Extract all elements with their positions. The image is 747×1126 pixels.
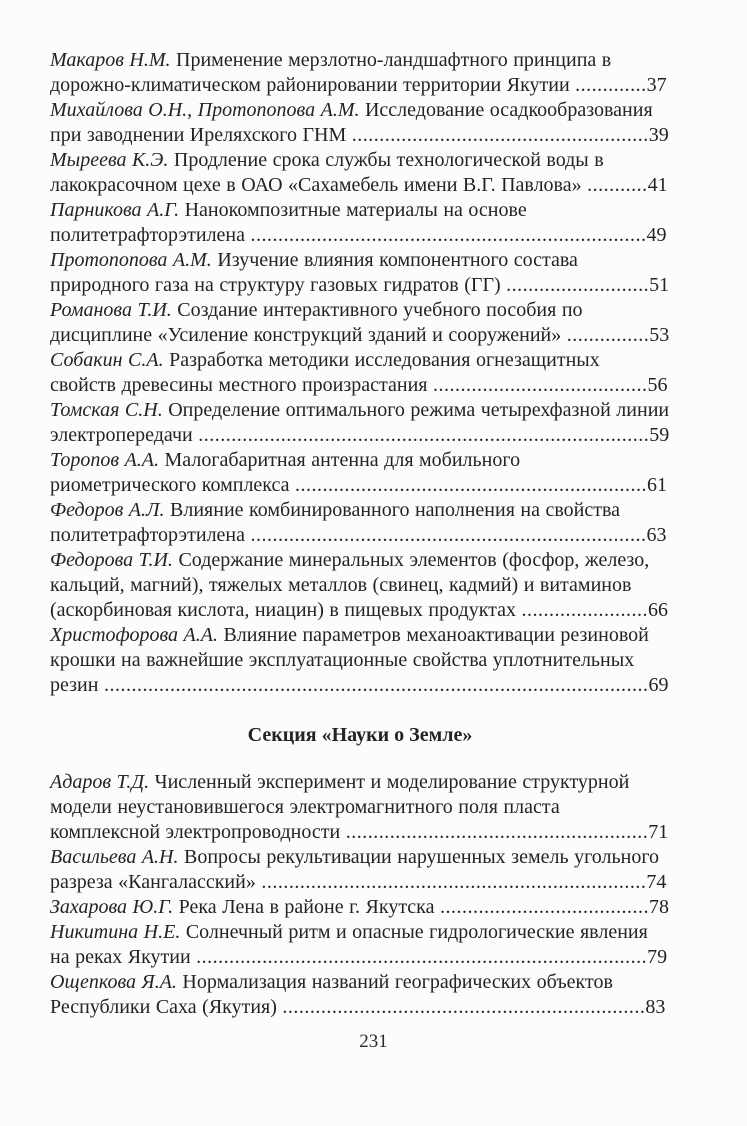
toc-entry-title: Содержание минеральных элементов (фосфор, железо, кальций, магний), тяжелых металлов (свинец, кадмий) и витаминов (аскорбиновая кислота, ниацин) в пищевых продуктах <box>50 549 650 621</box>
toc-entry-page: 63 <box>646 524 667 546</box>
toc-entry <box>50 770 670 845</box>
toc-entry-page: 71 <box>648 821 669 843</box>
toc-entry <box>50 895 670 920</box>
toc-entry-page: 39 <box>648 124 669 146</box>
toc-entry <box>50 623 670 698</box>
toc-entry-title: Вопросы рекультивации нарушенных земель угольного разреза «Кангаласский» <box>50 846 660 893</box>
toc-entry-author: Парникова А.Г. <box>50 199 180 221</box>
toc-entry-author: Ощепкова Я.А. <box>50 971 177 993</box>
toc-entry <box>50 148 670 198</box>
toc-entry-author: Романова Т.И. <box>50 299 172 321</box>
toc-entry-page: 74 <box>646 871 667 893</box>
toc-entry-author: Захарова Ю.Г. <box>50 896 174 918</box>
toc-entry <box>50 248 670 298</box>
dot-leader: .................................................................................. <box>196 946 648 968</box>
section-heading: Секция «Науки о Земле» <box>247 724 473 746</box>
dot-leader: .................................................................................. <box>198 424 650 446</box>
dot-leader: ........................................................................ <box>250 224 647 246</box>
toc-entry-page: 41 <box>647 174 668 196</box>
toc-entry-author: Федорова Т.И. <box>50 549 173 571</box>
toc-entry <box>50 348 670 398</box>
toc-entry-title: Солнечный ритм и опасные гидрологические явления на реках Якутии <box>50 921 648 968</box>
toc-entry-author: Торопов А.А. <box>50 449 160 471</box>
toc-entry <box>50 845 670 895</box>
toc-entry-title: Исследование осадкообразования при заводнении Иреляхского ГНМ <box>50 99 653 146</box>
toc-entry-title: Нанокомпозитные материалы на основе политетрафторэтилена <box>50 199 527 246</box>
toc-entry-title: Малогабаритная антенна для мобильного риометрического комплекса <box>50 449 521 496</box>
toc-entry <box>50 498 670 548</box>
toc-entry-page: 59 <box>649 424 670 446</box>
toc-entry <box>50 920 670 970</box>
toc-entry-author: Михайлова О.Н., Протопопова А.М. <box>50 99 360 121</box>
toc-entry-page: 66 <box>648 599 669 621</box>
toc-entry-title: Изучение влияния компонентного состава природного газа на структуру газовых гидратов (ГГ) <box>50 249 578 296</box>
toc-entry-page: 83 <box>645 996 666 1018</box>
toc-entry-title: Определение оптимального режима четырехфазной линии электропередачи <box>50 399 670 446</box>
toc-entry-page: 78 <box>648 896 669 918</box>
toc-entry-author: Томская С.Н. <box>50 399 163 421</box>
toc-entry-page: 51 <box>649 274 670 296</box>
toc-entry-title: Река Лена в районе г. Якутска <box>178 896 435 918</box>
dot-leader: ............. <box>575 74 647 96</box>
toc-entry <box>50 198 670 248</box>
dot-leader: ....................... <box>521 599 649 621</box>
toc-entry-author: Васильева А.Н. <box>50 846 179 868</box>
toc-entry-title: Разработка методики исследования огнезащитных свойств древесины местного произрастания <box>50 349 600 396</box>
toc-entry <box>50 448 670 498</box>
toc-entry-author: Федоров А.Л. <box>50 499 165 521</box>
toc-entry-title: Нормализация названий географических объектов Республики Саха (Якутия) <box>50 971 613 1018</box>
toc-entry <box>50 548 670 623</box>
toc-entry-page: 69 <box>648 674 669 696</box>
toc-entry-page: 37 <box>646 74 667 96</box>
toc-entry <box>50 48 670 98</box>
toc-entry-author: Никитина Н.Е. <box>50 921 181 943</box>
toc-entry <box>50 98 670 148</box>
page-number: 231 <box>359 1031 388 1052</box>
toc-entry-title: Создание интерактивного учебного пособия по дисциплине «Усиление конструкций зданий и сооружений» <box>50 299 583 346</box>
toc-entry-author: Мыреева К.Э. <box>50 149 169 171</box>
dot-leader: ....................................... <box>433 374 648 396</box>
toc-entry-page: 79 <box>647 946 668 968</box>
toc-entry <box>50 970 670 1020</box>
toc-entry-title: Применение мерзлотно-ландшафтного принципа в дорожно-климатическом районировании территории Якутии <box>50 49 612 96</box>
toc-entry-title: Продление срока службы технологической воды в лакокрасочном цехе в ОАО «Сахамебель имени В.Г. Павлова» <box>50 149 604 196</box>
dot-leader: ....................................................... <box>345 821 649 843</box>
toc-entry-title: Влияние комбинированного наполнения на свойства политетрафторэтилена <box>50 499 621 546</box>
toc-entry-author: Макаров Н.М. <box>50 49 171 71</box>
dot-leader: ........... <box>587 174 648 196</box>
toc-entry-author: Христофорова А.А. <box>50 624 218 646</box>
dot-leader: ............... <box>566 324 650 346</box>
dot-leader: ................................................................................................... <box>103 674 649 696</box>
dot-leader: ...................................... <box>439 896 649 918</box>
toc-entry-author: Адаров Т.Д. <box>50 771 150 793</box>
dot-leader: ................................................................ <box>295 474 648 496</box>
toc-entry-title: Влияние параметров механоактивации резиновой крошки на важнейшие эксплуатационные свойства уплотнительных резин <box>50 624 649 696</box>
toc-entry-title: Численный эксперимент и моделирование структурной модели неустановившегося электромагнитного поля пласта комплексной электропроводности <box>50 771 630 843</box>
dot-leader: ...................................................... <box>351 124 649 146</box>
dot-leader: ........................................................................ <box>250 524 647 546</box>
toc-entry-page: 56 <box>647 374 668 396</box>
toc-entry <box>50 298 670 348</box>
toc-entry-author: Протопопова А.М. <box>50 249 212 271</box>
toc-entry-page: 49 <box>646 224 667 246</box>
toc-content <box>50 48 670 1020</box>
dot-leader: .................................................................. <box>282 996 646 1018</box>
dot-leader: ...................................................................... <box>261 871 647 893</box>
toc-entry <box>50 398 670 448</box>
toc-entry-page: 53 <box>649 324 670 346</box>
dot-leader: .......................... <box>506 274 650 296</box>
toc-entry-page: 61 <box>647 474 668 496</box>
toc-entry-author: Собакин С.А. <box>50 349 164 371</box>
